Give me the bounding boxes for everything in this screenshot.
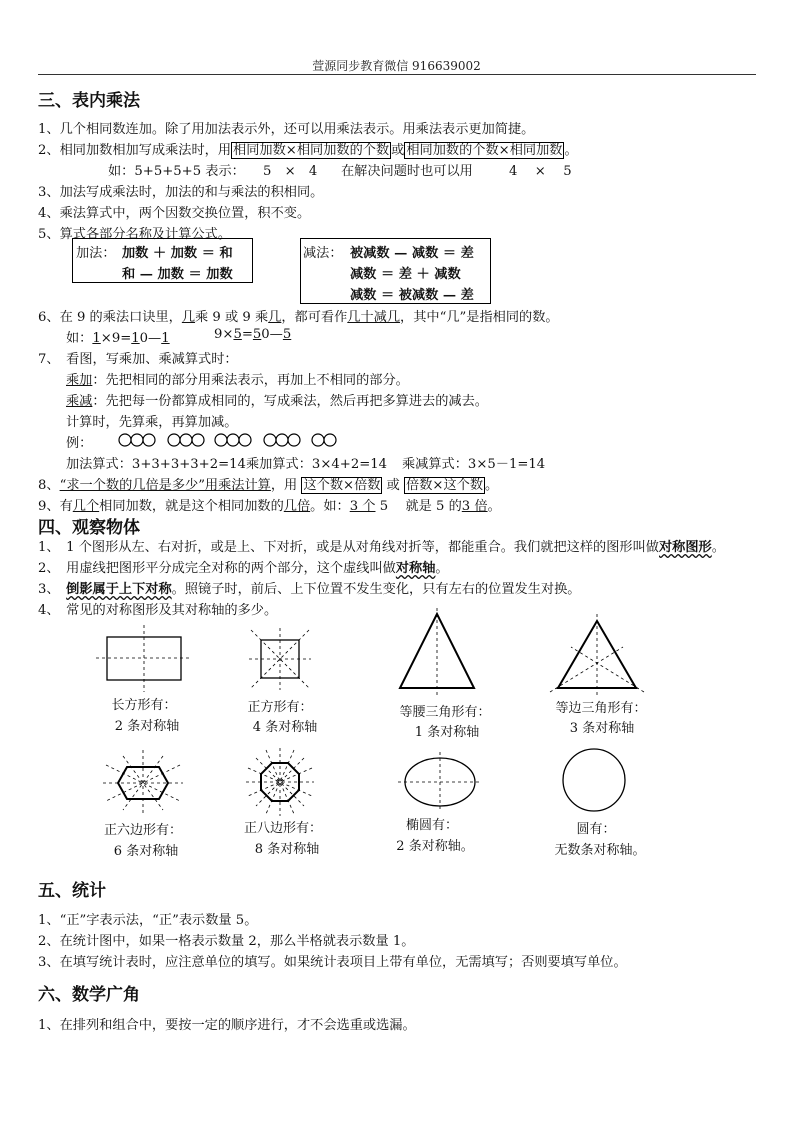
- circle: [288, 434, 300, 446]
- s3-l2b-c: 在解决问题时也可以用: [341, 164, 473, 179]
- s3-l6b-c: ×9=: [100, 331, 132, 346]
- s3-l7a-text: ：先把相同的部分用乘法表示，再加上不相同的部分。: [92, 373, 409, 388]
- s3-line-7c: 计算时，先算乘，再算加减。: [66, 415, 238, 430]
- ellipse-shape: [398, 752, 482, 812]
- sub-label: 减法：: [303, 246, 343, 261]
- s3-l8-c: ，用: [270, 478, 298, 493]
- s4-line-2: [38, 557, 449, 576]
- isosceles-triangle-shape: [400, 608, 474, 695]
- s3-l9-d: 几倍: [283, 499, 311, 514]
- s3-line-7a: [66, 369, 409, 388]
- s3-l6b-d: 1: [131, 331, 140, 346]
- circle: [119, 434, 131, 446]
- s3-l6-b: 几: [181, 310, 196, 325]
- s3-l2b-a: 如：5+5+5+5 表示：: [108, 164, 245, 179]
- s3-l8-end: 。: [485, 478, 499, 493]
- s3-l2-box-2: 相同加数的个数×相同加数: [406, 143, 563, 158]
- s4-l1-b: 对称图形: [659, 540, 712, 555]
- circle: [131, 434, 143, 446]
- s3-l9-i: 。: [487, 499, 501, 514]
- sub-formula-3: 减数 ＝ 被减数 — 差: [350, 288, 474, 303]
- s3-l6-c: 乘 9 或 9 乘: [195, 310, 269, 325]
- hexagon-shape: [103, 750, 183, 816]
- s3-l6-g: ，其中“几”是指相同的数。: [400, 310, 559, 325]
- s3-l6b-a: 如：: [66, 331, 93, 346]
- s4-line-1: [38, 536, 725, 555]
- square-shape: [249, 628, 311, 690]
- header-rule: [38, 74, 756, 75]
- s3-l7b-key: 乘减: [66, 394, 93, 409]
- shape-1-name: 长方形有：: [111, 698, 177, 713]
- s4-l2-a: 2、 用虚线把图形平分成完全对称的两个部分，这个虚线叫做: [38, 561, 396, 576]
- s3-l8-box-1: 这个数×倍数: [303, 478, 381, 493]
- s6-line-1: 1、在排列和组合中，要按一定的顺序进行，才不会选重或选漏。: [38, 1018, 416, 1033]
- s3-l9-f: 3 个: [349, 499, 376, 514]
- symmetry-shapes-figure: [0, 0, 1, 1]
- s3-line-6b-2: [214, 327, 291, 342]
- s3-l6b-l: 5: [282, 327, 292, 342]
- s3-l2-end: 。: [564, 143, 578, 158]
- s4-l3-c: 。照镜子时，前后、上下位置不发生变化，只有左右的位置发生对换。: [171, 582, 581, 597]
- circle: [227, 434, 239, 446]
- shape-8-name: 圆有：: [576, 822, 616, 837]
- s4-l3-a: 3、: [38, 582, 67, 597]
- circle-shape: [563, 749, 625, 811]
- s3-line-6b-1: [66, 327, 170, 346]
- shape-4-name: 等边三角形有：: [555, 701, 647, 716]
- s4-line-3: [38, 578, 580, 597]
- circle: [276, 434, 288, 446]
- s3-l6b-f: 1: [161, 331, 170, 346]
- s3-l6-a: 6、在 9 的乘法口诀里，: [38, 310, 182, 325]
- s3-l2b-b: 5 × 4: [263, 164, 318, 179]
- s3-l6-f: 几十减几: [347, 310, 401, 325]
- section-4-title: 四、观察物体: [38, 518, 140, 538]
- s3-line-3: 3、加法写成乘法时，加法的和与乘法的积相同。: [38, 185, 324, 200]
- s3-line-2: [38, 139, 578, 158]
- circle: [192, 434, 204, 446]
- octagon-shape: [246, 748, 314, 816]
- s3-line-4: 4、乘法算式中，两个因数交换位置，积不变。: [38, 206, 311, 221]
- s3-l6b-j: 5: [252, 327, 262, 342]
- sub-formula-2: 减数 ＝ 差 ＋ 减数: [350, 267, 461, 282]
- circle: [215, 434, 227, 446]
- s3-l6-e: ，都可看作: [281, 310, 348, 325]
- s4-l1-c: 。: [711, 540, 725, 555]
- shape-5-name: 正六边形有：: [103, 823, 182, 838]
- s3-l9-g: 5 就是 5 的: [379, 499, 462, 514]
- s3-l8-or: 或: [386, 478, 400, 493]
- shape-2-name: 正方形有：: [247, 700, 313, 715]
- s3-line-7d: 例：: [66, 436, 93, 451]
- s4-l3-b: 倒影属于上下对称: [66, 582, 172, 597]
- s3-line-8: [38, 474, 498, 493]
- shape-6-name: 正八边形有：: [243, 821, 322, 836]
- s3-l9-a: 9、有: [38, 499, 73, 514]
- s4-l2-b: 对称轴: [395, 561, 436, 576]
- shape-1-axes: 2 条对称轴: [114, 719, 180, 734]
- shape-7-name: 椭圆有：: [405, 818, 458, 833]
- s3-l8-a: 8、: [38, 478, 60, 493]
- circle: [264, 434, 276, 446]
- s3-l9-b: 几个: [72, 499, 100, 514]
- circle: [168, 434, 180, 446]
- shape-6-axes: 8 条对称轴: [254, 842, 320, 857]
- shape-7-axes: 2 条对称轴。: [396, 839, 474, 854]
- section-6-title: 六、数学广角: [38, 985, 140, 1005]
- s4-l2-c: 。: [435, 561, 449, 576]
- shape-3-name: 等腰三角形有：: [399, 705, 491, 720]
- s4-line-4: 4、 常见的对称图形及其对称轴的多少。: [38, 603, 278, 618]
- rectangle-shape: [96, 625, 192, 692]
- s3-l7e-b: 乘加算式：3×4+2=14: [246, 457, 388, 472]
- s5-line-3: 3、在填写统计表时，应注意单位的填写。如果统计表项目上带有单位，无需填写；否则要填写单位。: [38, 955, 627, 970]
- shape-8-axes: 无数条对称轴。: [554, 843, 646, 858]
- section-3-title: 三、表内乘法: [38, 91, 140, 111]
- s5-line-2: 2、在统计图中，如果一格表示数量 2，那么半格就表示数量 1。: [38, 934, 415, 949]
- add-formula-2: 和 — 加数 ＝ 加数: [122, 267, 233, 282]
- s3-l6b-h: 5: [233, 327, 242, 342]
- circle: [312, 434, 324, 446]
- s3-l7b-text: ：先把每一份都算成相同的，写成乘法，然后再把多算进去的减去。: [92, 394, 488, 409]
- s3-l8-b: “求一个数的几倍是多少”用乘法计算: [59, 478, 271, 493]
- shape-4-axes: 3 条对称轴: [569, 721, 635, 736]
- s3-l7e-c: 乘减算式：3×5－1=14: [402, 457, 546, 472]
- s3-l6b-e: 0—: [139, 331, 162, 346]
- s3-line-6: [38, 306, 559, 325]
- add-label: 加法：: [76, 246, 116, 261]
- add-formula-1: 加数 ＋ 加数 ＝ 和: [122, 246, 233, 261]
- s3-line-1: 1、几个相同数连加。除了用加法表示外，还可以用乘法表示。用乘法表示更加简捷。: [38, 122, 535, 137]
- s3-l9-h: 3 倍: [461, 499, 488, 514]
- shape-2-axes: 4 条对称轴: [252, 720, 318, 735]
- circle: [143, 434, 155, 446]
- shape-5-axes: 6 条对称轴: [113, 844, 179, 859]
- s3-l2-box-1: 相同加数×相同加数的个数: [233, 143, 390, 158]
- s3-l9-e: 。如：: [310, 499, 350, 514]
- s3-line-5: 5、算式各部分名称及计算公式。: [38, 227, 232, 242]
- s3-l6b-b: 1: [92, 331, 101, 346]
- s3-l6-d: 几: [268, 310, 282, 325]
- s3-l7e-a: 加法算式：3+3+3+3+2=14: [66, 457, 246, 472]
- circle: [180, 434, 192, 446]
- s4-l1-a: 1、 1 个图形从左、右对折，或是上、下对折，或是从对角线对折等，都能重合。我们就把这样的图形叫做: [38, 540, 659, 555]
- s3-l9-c: 相同加数，就是这个相同加数的: [99, 499, 284, 514]
- circle: [324, 434, 336, 446]
- circle: [239, 434, 251, 446]
- s3-line-7: 7、 看图，写乘加、乘减算式时：: [38, 352, 238, 367]
- s3-l6b-k: 0—: [261, 327, 283, 342]
- equilateral-triangle-shape: [550, 614, 644, 695]
- page-header: 萱源同步教育微信 916639002: [312, 59, 481, 73]
- s3-l8-box-2: 倍数×这个数: [406, 478, 484, 493]
- s3-l2-or: 或: [391, 143, 405, 158]
- s3-l2b-d: 4 × 5: [509, 164, 572, 179]
- s3-l7a-key: 乘加: [66, 373, 93, 388]
- shape-3-axes: 1 条对称轴: [414, 725, 480, 740]
- s3-line-9: [38, 495, 501, 514]
- s3-l6b-i: =: [241, 327, 253, 342]
- sub-formula-1: 被减数 — 减数 ＝ 差: [350, 246, 474, 261]
- s3-l2-pre: 2、相同加数相加写成乘法时，用: [38, 143, 232, 158]
- s5-line-1: 1、“正”字表示法，“正”表示数量 5。: [38, 913, 258, 928]
- section-5-title: 五、统计: [38, 881, 106, 901]
- s3-l6b-g: 9×: [214, 327, 234, 342]
- s3-line-7b: [66, 390, 488, 409]
